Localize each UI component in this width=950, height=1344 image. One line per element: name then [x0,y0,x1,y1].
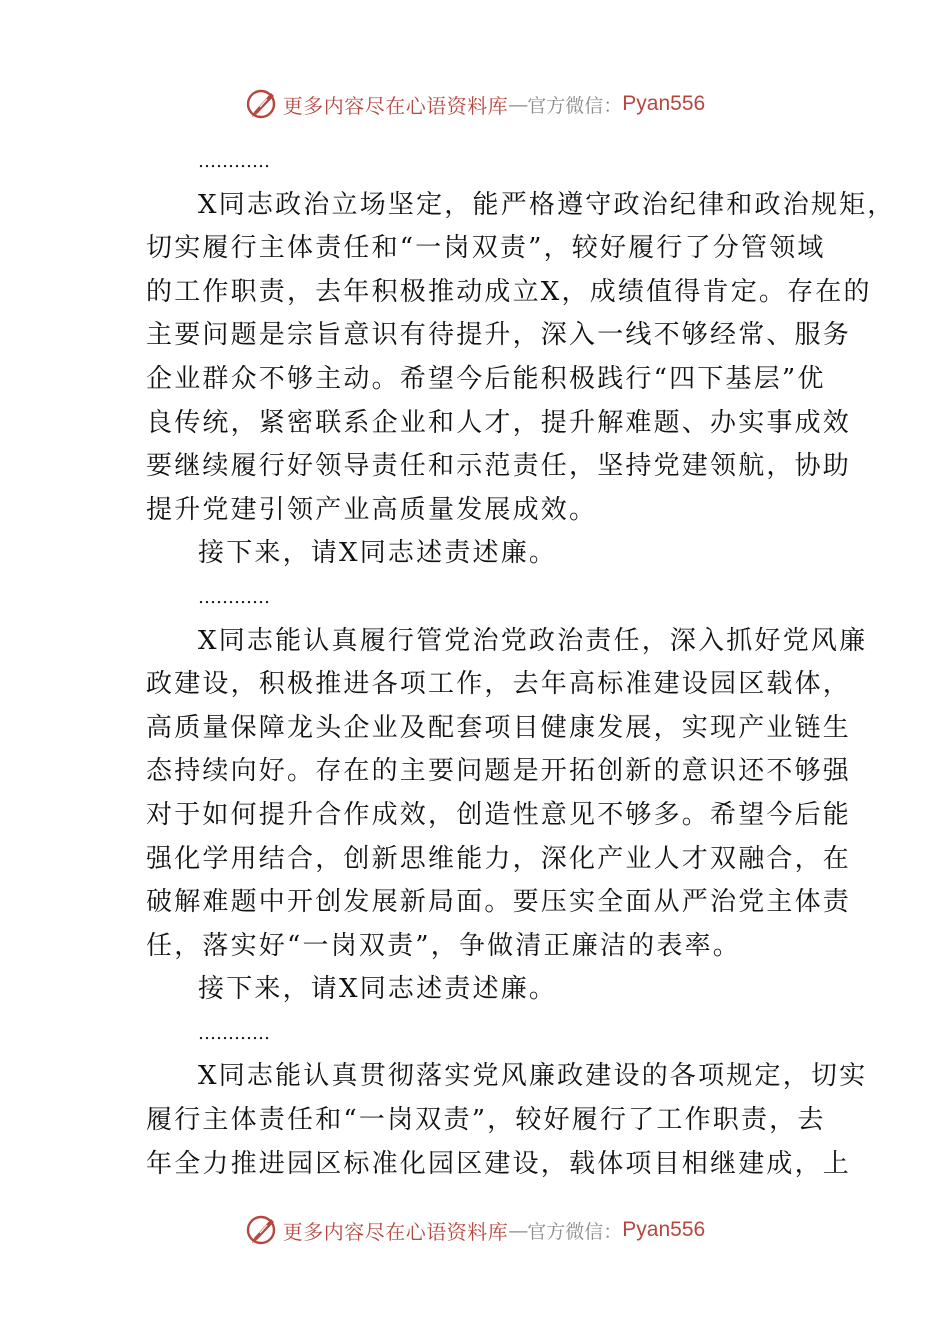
text-line: 年全力推进园区标准化园区建设，载体项目相继建成，上 [146,1148,852,1179]
quill-pen-circle-icon [245,87,279,121]
text-line: 接下来，请X同志述责述廉。 [198,974,558,1005]
text-line: 态持续向好。存在的主要问题是开拓创新的意识还不够强 [146,756,852,787]
text-line: X同志政治立场坚定，能严格遵守政治纪律和政治规矩， [198,189,896,220]
document-body [146,140,896,1186]
brand-text: 更多内容尽在心语资料库 [282,1219,509,1244]
quill-pen-circle-icon [245,1213,279,1247]
text-line: 任，落实好“一岗双责”，争做清正廉洁的表率。 [146,930,741,961]
header-watermark [0,84,950,124]
ellipsis-line: ………… [198,1022,270,1044]
text-line: 破解难题中开创发展新局面。要压实全面从严治党主体责 [146,887,852,918]
text-line: 主要问题是宗旨意识有待提升，深入一线不够经常、服务 [146,320,852,351]
text-line: X同志能认真贯彻落实党风廉政建设的各项规定，切实 [198,1061,868,1092]
text-line: 要继续履行好领导责任和示范责任，坚持党建领航，协助 [146,451,852,482]
separator-dash: — [508,1218,528,1242]
text-line: 企业群众不够主动。希望今后能积极践行“四下基层”优 [146,363,826,394]
text-line: 履行主体责任和“一岗双责”，较好履行了工作职责，去 [146,1105,826,1136]
wechat-label: 官方微信： [527,1220,623,1243]
text-line: 提升党建引领产业高质量发展成效。 [146,494,598,525]
wechat-label: 官方微信： [527,94,623,117]
ellipsis-line: ………… [198,151,270,172]
text-line: X同志能认真履行管党治党政治责任，深入抓好党风廉 [198,625,868,656]
text-line: 良传统，紧密联系企业和人才，提升解难题、办实事成效 [146,407,852,438]
separator-dash: — [508,92,528,116]
footer-watermark [0,1210,950,1250]
text-line: 切实履行主体责任和“一岗双责”，较好履行了分管领域 [146,233,826,264]
text-line: 对于如何提升合作成效，创造性意见不够多。希望今后能 [146,799,852,830]
brand-text: 更多内容尽在心语资料库 [282,93,509,118]
text-line: 政建设，积极推进各项工作，去年高标准建设园区载体， [146,669,852,700]
wechat-handle: Pyan556 [622,1218,706,1241]
text-line: 强化学用结合，创新思维能力，深化产业人才双融合，在 [146,843,852,874]
text-line: 高质量保障龙头企业及配套项目健康发展，实现产业链生 [146,712,852,743]
text-line: 接下来，请X同志述责述廉。 [198,538,558,569]
ellipsis-line: ………… [198,586,270,608]
wechat-handle: Pyan556 [622,92,706,115]
text-line: 的工作职责，去年积极推动成立X，成绩值得肯定。存在的 [146,276,872,307]
